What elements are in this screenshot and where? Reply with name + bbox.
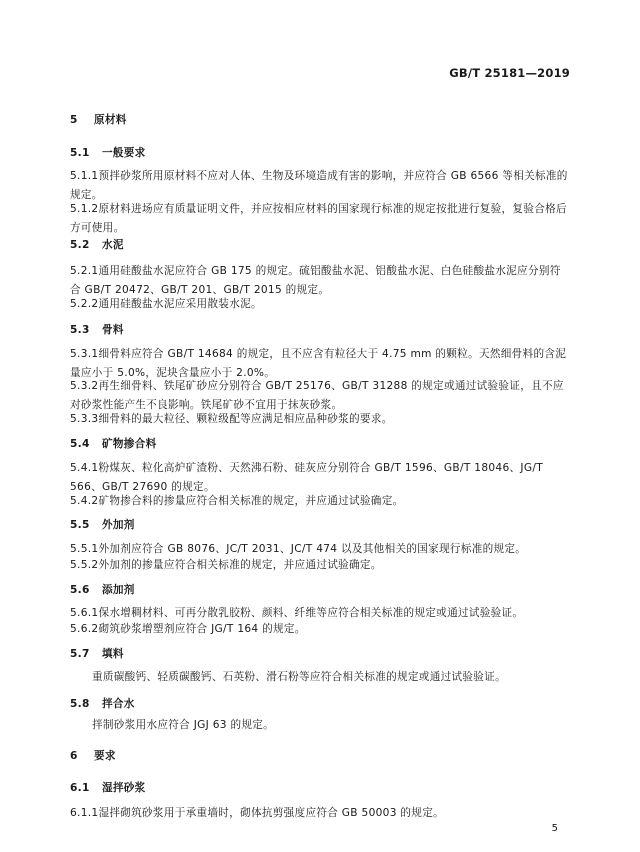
section-number: 5 xyxy=(70,114,78,126)
section-title: 外加剂 xyxy=(102,519,135,531)
section-title: 添加剂 xyxy=(102,584,135,596)
clause-text: 外加剂的掺量应符合相关标准的规定，并应通过试验确定。 xyxy=(98,559,382,571)
clause-number: 5.2.2 xyxy=(70,298,99,310)
clause-number: 5.3.3 xyxy=(70,413,99,425)
clause-number: 5.1.1 xyxy=(70,170,99,182)
clause-text: 矿物掺合料的掺量应符合相关标准的规定，并应通过试验确定。 xyxy=(98,495,404,507)
section-5-8-text: 拌制砂浆用水应符合 JGJ 63 的规定。 xyxy=(92,719,275,731)
clause-5-2-2 xyxy=(70,295,570,314)
section-5-1-heading xyxy=(70,144,570,163)
clause-text: 保水增稠材料、可再分散乳胶粉、颜料、纤维等应符合相关标准的规定或通过试验验证。 xyxy=(98,607,524,619)
section-title: 拌合水 xyxy=(102,698,135,710)
clause-5-6-2 xyxy=(70,620,570,639)
section-5-6-heading xyxy=(70,581,570,600)
section-title: 填料 xyxy=(102,648,124,660)
clause-5-3-3 xyxy=(70,410,570,429)
section-number: 5.7 xyxy=(70,648,90,660)
section-5-4-heading xyxy=(70,435,570,454)
clause-number: 5.1.2 xyxy=(70,203,99,215)
clause-text: 外加剂应符合 GB 8076、JC/T 2031、JC/T 474 以及其他相关的国家现行标准的规定。 xyxy=(98,543,527,555)
clause-6-1-1 xyxy=(70,804,570,823)
clause-number: 5.5.2 xyxy=(70,559,99,571)
clause-text: 预拌砂浆所用原材料不应对人体、生物及环境造成有害的影响，并应符合 GB 6566 等相关标准的规定。 xyxy=(70,170,568,201)
clause-number: 5.5.1 xyxy=(70,543,99,555)
clause-number: 5.6.2 xyxy=(70,623,99,635)
section-5-5-heading xyxy=(70,516,570,535)
clause-number: 5.2.1 xyxy=(70,265,99,277)
section-number: 5.5 xyxy=(70,519,90,531)
section-number: 5.1 xyxy=(70,147,90,159)
clause-text: 原材料进场应有质量证明文件，并应按相应材料的国家现行标准的规定按批进行复验，复验合格后方可使用。 xyxy=(70,203,567,234)
section-title: 一般要求 xyxy=(102,147,146,159)
section-5-2-heading xyxy=(70,236,570,255)
section-number: 5.8 xyxy=(70,698,90,710)
section-5-heading xyxy=(70,111,570,130)
page-number: 5 xyxy=(551,823,558,834)
section-5-8-heading xyxy=(70,695,570,714)
section-number: 5.6 xyxy=(70,584,90,596)
section-5-7-heading xyxy=(70,645,570,664)
clause-number: 5.3.2 xyxy=(70,380,99,392)
clause-5-5-2 xyxy=(70,556,570,575)
section-title: 原材料 xyxy=(94,114,127,126)
section-title: 骨料 xyxy=(102,324,124,336)
clause-number: 5.4.1 xyxy=(70,462,99,474)
clause-text: 细骨料的最大粒径、颗粒级配等应满足相应品种砂浆的要求。 xyxy=(98,413,393,425)
section-5-3-heading xyxy=(70,321,570,340)
section-number: 6 xyxy=(70,750,78,762)
section-number: 6.1 xyxy=(70,782,90,794)
section-number: 5.2 xyxy=(70,239,90,251)
clause-text: 再生细骨料、铁尾矿砂应分别符合 GB/T 25176、GB/T 31288 的规定或通过试验验证，且不应对砂浆性能产生不良影响。铁尾矿砂不宜用于抹灰砂浆。 xyxy=(70,380,564,411)
section-number: 5.3 xyxy=(70,324,90,336)
clause-text: 通用硅酸盐水泥应采用散装水泥。 xyxy=(98,298,262,310)
section-title: 水泥 xyxy=(102,239,124,251)
section-6-heading xyxy=(70,747,570,766)
clause-text: 湿拌砌筑砂浆用于承重墙时，砌体抗剪强度应符合 GB 50003 的规定。 xyxy=(98,807,444,819)
clause-5-4-2 xyxy=(70,492,570,511)
section-title: 要求 xyxy=(94,750,116,762)
clause-number: 5.3.1 xyxy=(70,348,99,360)
clause-text: 通用硅酸盐水泥应符合 GB 175 的规定。硫铝酸盐水泥、铝酸盐水泥、白色硅酸盐水泥应分别符合 GB/T 20472、GB/T 201、GB/T 2015 的规定。 xyxy=(70,265,561,296)
clause-number: 5.6.1 xyxy=(70,607,99,619)
section-number: 5.4 xyxy=(70,438,90,450)
clause-number: 5.4.2 xyxy=(70,495,99,507)
section-5-7-text: 重质碳酸钙、轻质碳酸钙、石英粉、滑石粉等应符合相关标准的规定或通过试验验证。 xyxy=(92,671,506,683)
standard-number: GB/T 25181—2019 xyxy=(449,66,570,80)
clause-number: 6.1.1 xyxy=(70,807,99,819)
clause-text: 细骨料应符合 GB/T 14684 的规定，且不应含有粒径大于 4.75 mm 的颗粒。天然细骨料的含泥量应小于 5.0%，泥块含量应小于 2.0%。 xyxy=(70,348,567,379)
section-6-1-heading xyxy=(70,779,570,798)
section-title: 矿物掺合料 xyxy=(102,438,157,450)
clause-text: 粉煤灰、粒化高炉矿渣粉、天然沸石粉、硅灰应分别符合 GB/T 1596、GB/T 18046、JG/T 566、GB/T 27690 的规定。 xyxy=(70,462,543,493)
section-title: 湿拌砂浆 xyxy=(102,782,146,794)
clause-5-1-2 xyxy=(70,200,570,238)
clause-text: 砌筑砂浆增塑剂应符合 JG/T 164 的规定。 xyxy=(98,623,306,635)
